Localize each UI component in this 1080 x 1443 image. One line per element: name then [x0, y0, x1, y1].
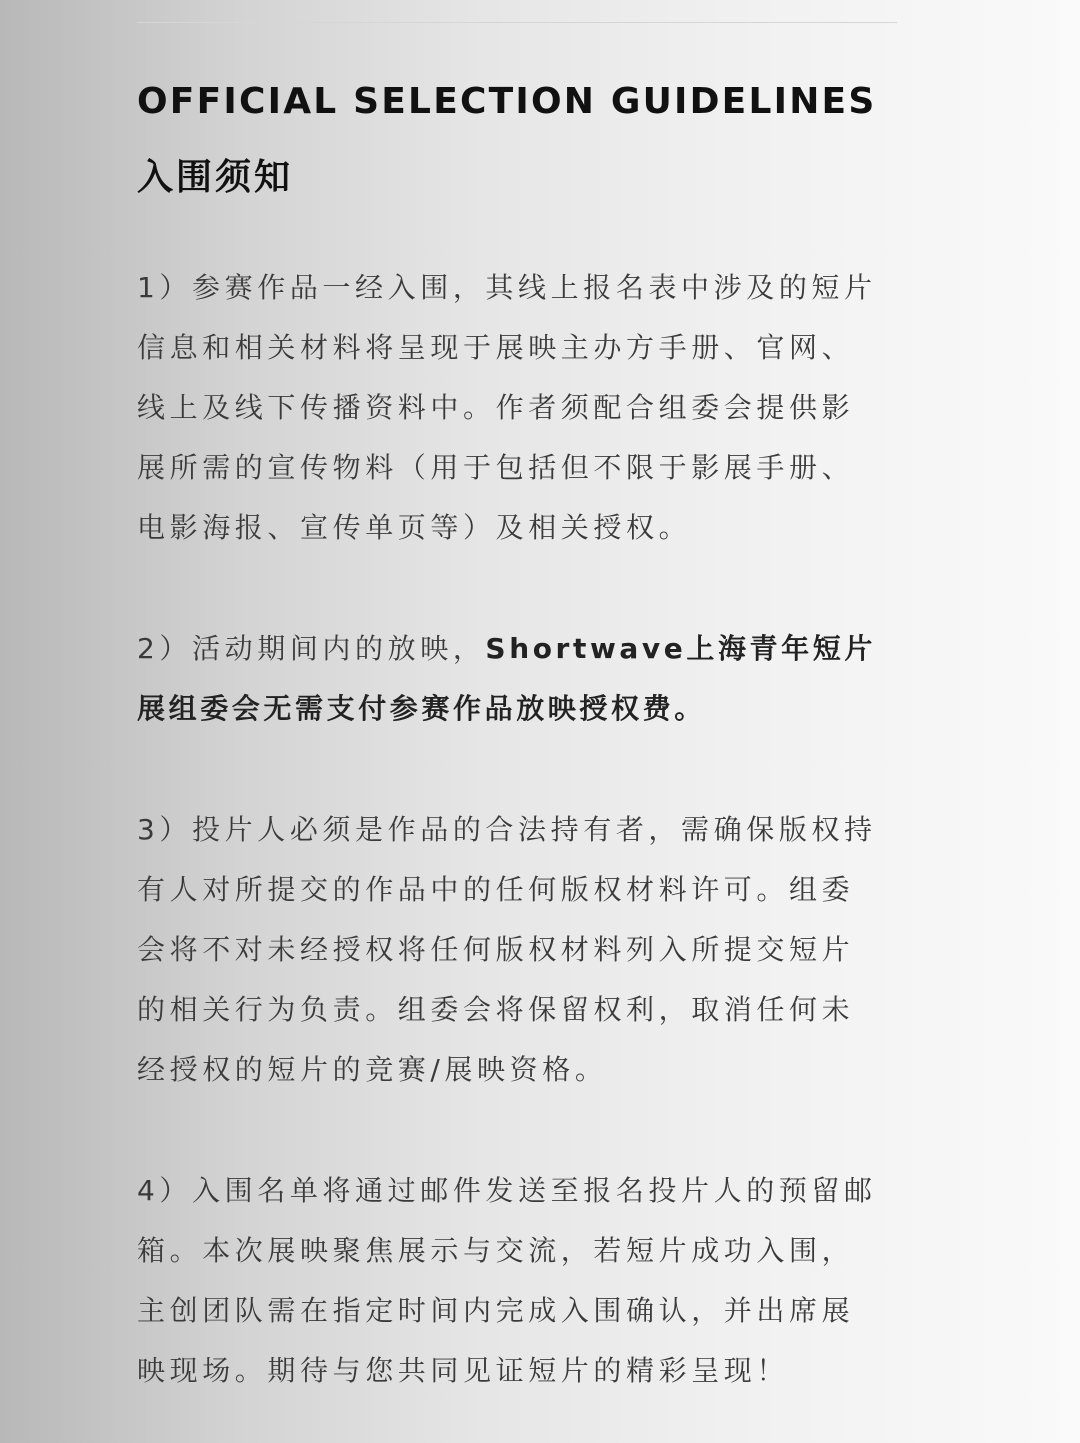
- guideline-clause-3: [137, 800, 877, 1100]
- clause-1-line-2: 信息和相关材料将呈现于展映主办方手册、官网、: [137, 331, 855, 364]
- clause-2-prefix: 2）活动期间内的放映，: [137, 632, 486, 665]
- clause-1-line-5: 电影海报、宣传单页等）及相关授权。: [137, 511, 692, 544]
- guideline-clause-4: [137, 1161, 877, 1401]
- clause-2-line-1: [137, 619, 876, 679]
- clause-4-line-3: 主创团队需在指定时间内完成入围确认，并出席展: [137, 1294, 855, 1327]
- clause-3-line-1: 3）投片人必须是作品的合法持有者，需确保版权持: [137, 813, 877, 846]
- clause-3-line-4: 的相关行为负责。组委会将保留权利，取消任何未: [137, 993, 855, 1026]
- guideline-clause-2: [137, 619, 876, 739]
- clause-3-line-2: 有人对所提交的作品中的任何版权材料许可。组委: [137, 873, 855, 906]
- guideline-clause-1: [137, 258, 877, 558]
- page-title-chinese: 入围须知: [137, 157, 294, 198]
- clause-3-line-3: 会将不对未经授权将任何版权材料列入所提交短片: [137, 933, 855, 966]
- clause-2-bold-part-2: 展组委会无需支付参赛作品放映授权费。: [137, 692, 706, 725]
- clause-1-line-1: 1）参赛作品一经入围，其线上报名表中涉及的短片: [137, 271, 877, 304]
- clause-3-line-5: 经授权的短片的竞赛/展映资格。: [137, 1053, 608, 1086]
- top-divider: [137, 22, 897, 23]
- clause-4-line-1: 4）入围名单将通过邮件发送至报名投片人的预留邮: [137, 1174, 877, 1207]
- clause-1-line-4: 展所需的宣传物料（用于包括但不限于影展手册、: [137, 451, 855, 484]
- page-title-english: OFFICIAL SELECTION GUIDELINES: [137, 81, 877, 122]
- clause-2-bold-part-1: Shortwave上海青年短片: [485, 632, 876, 665]
- clause-4-line-4: 映现场。期待与您共同见证短片的精彩呈现！: [137, 1354, 790, 1387]
- clause-4-line-2: 箱。本次展映聚焦展示与交流，若短片成功入围，: [137, 1234, 855, 1267]
- clause-1-line-3: 线上及线下传播资料中。作者须配合组委会提供影: [137, 391, 855, 424]
